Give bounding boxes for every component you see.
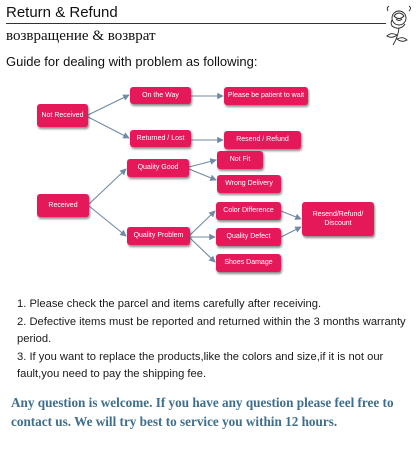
node-received: Received — [37, 194, 89, 217]
node-not-fit: Not Fit — [217, 151, 263, 169]
node-not-received: Not Received — [37, 104, 88, 127]
node-wrong-delivery: Wrong Delivery — [217, 175, 281, 193]
node-on-the-way: On the Way — [130, 87, 191, 104]
node-resend-refund: Resend / Refund — [224, 131, 301, 149]
page-subtitle: возвращение & возврат — [6, 28, 156, 44]
guide-text: Guide for dealing with problem as following: — [6, 54, 258, 69]
welcome-message: Any question is welcome. If you have any question please feel free to contact us. We will try best to service you within 12 hours. — [11, 395, 394, 429]
node-shoes-damage: Shoes Damage — [216, 254, 281, 272]
node-quality-defect: Quality Defect — [216, 228, 281, 246]
node-quality-problem: Quality Problem — [127, 227, 190, 245]
node-resend-refund-discount: Resend/Refund/ Discount — [302, 202, 374, 236]
note-item: 1. Please check the parcel and items carefully after receiving. — [17, 298, 322, 310]
node-returned-lost: Returned / Lost — [130, 130, 191, 147]
notes-list — [17, 296, 409, 384]
note-item: 3. If you want to replace the products,like the colors and size,if it is not our fault,you need to pay the shipping fee. — [17, 350, 384, 380]
node-quality-good: Quality Good — [127, 159, 189, 177]
node-please-be-patient: Please be patient to wait — [224, 87, 308, 105]
node-color-difference: Color Difference — [216, 202, 281, 220]
note-item: 2. Defective items must be reported and returned within the 3 months warranty period. — [17, 315, 406, 345]
page-title: Return & Refund — [6, 4, 118, 21]
